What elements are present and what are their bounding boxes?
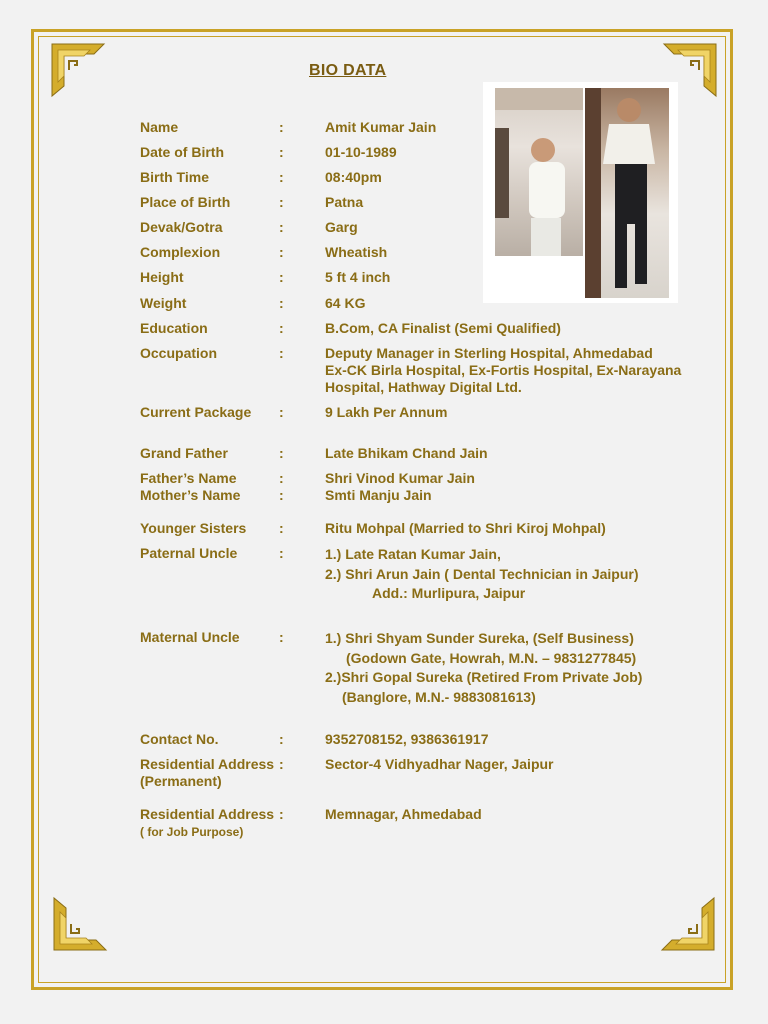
profile-photo-left — [495, 88, 583, 256]
bio-row-label-text: Residential Address — [140, 806, 275, 822]
bio-row-label — [140, 545, 280, 562]
bio-row-label-text: Weight — [140, 295, 187, 311]
corner-ornament-bottom-right — [660, 896, 716, 952]
bio-row-label-text: Occupation — [140, 345, 218, 361]
bio-row-label-sub: (Permanent) — [140, 773, 222, 789]
bio-row-label — [140, 295, 280, 312]
bio-row-colon: : — [279, 470, 284, 486]
bio-row-label — [140, 194, 280, 211]
bio-row-colon: : — [279, 731, 284, 747]
bio-row-label-text: Education — [140, 320, 208, 336]
bio-row-colon: : — [279, 756, 284, 772]
bio-row-label — [140, 169, 280, 186]
bio-row-label-text: Grand Father — [140, 445, 228, 461]
bio-row-colon: : — [279, 269, 284, 285]
bio-row-value: 08:40pm — [325, 169, 382, 185]
bio-row-value: 64 KG — [325, 295, 366, 311]
bio-row-label — [140, 269, 280, 286]
bio-row-value: Sector-4 Vidhyadhar Nager, Jaipur — [325, 756, 554, 772]
bio-row-label-text: Current Package — [140, 404, 252, 420]
bio-row-value-line: 1.) Shri Shyam Sunder Sureka, (Self Business) — [325, 630, 634, 646]
bio-row-colon: : — [279, 629, 284, 645]
bio-row-label-text: Paternal Uncle — [140, 545, 238, 561]
bio-row-label-text: Birth Time — [140, 169, 209, 185]
bio-row-label-text: Residential Address — [140, 756, 275, 772]
bio-row-colon: : — [279, 520, 284, 536]
corner-ornament-top-left — [50, 42, 106, 98]
bio-row-value — [325, 629, 642, 707]
bio-row-label — [140, 345, 280, 362]
bio-row-value: Memnagar, Ahmedabad — [325, 806, 482, 822]
bio-row-value — [325, 345, 681, 396]
bio-row-colon: : — [279, 194, 284, 210]
bio-row-label — [140, 470, 280, 487]
bio-row-value-line: 2.) Shri Arun Jain ( Dental Technician in Jaipur) — [325, 565, 639, 582]
bio-row-label-text: Place of Birth — [140, 194, 231, 210]
bio-row-label — [140, 629, 280, 646]
bio-row-colon: : — [279, 119, 284, 135]
bio-row-value: Garg — [325, 219, 358, 235]
bio-row-label-text: Mother’s Name — [140, 487, 241, 503]
bio-row-label-text: Devak/Gotra — [140, 219, 223, 235]
bio-row-label-text: Contact No. — [140, 731, 219, 747]
bio-row-value-line: 2.)Shri Gopal Sureka (Retired From Private Job) — [325, 669, 643, 685]
bio-row-label-text: Complexion — [140, 244, 221, 260]
bio-row-label — [140, 144, 280, 161]
bio-row-colon: : — [279, 345, 284, 361]
page-title: BIO DATA — [309, 62, 387, 79]
bio-row-label — [140, 219, 280, 236]
corner-ornament-bottom-left — [52, 896, 108, 952]
bio-row-colon: : — [279, 320, 284, 336]
bio-row-label-text: Father’s Name — [140, 470, 237, 486]
bio-row-colon: : — [279, 487, 284, 503]
bio-row-value: B.Com, CA Finalist (Semi Qualified) — [325, 320, 561, 336]
bio-row-colon: : — [279, 219, 284, 235]
bio-row-colon: : — [279, 806, 284, 822]
bio-row-value: Ritu Mohpal (Married to Shri Kiroj Mohpal) — [325, 520, 606, 536]
bio-row-value: 9352708152, 9386361917 — [325, 731, 489, 747]
bio-row-label — [140, 731, 280, 748]
bio-row-value: Shri Vinod Kumar Jain — [325, 470, 475, 486]
bio-row-colon: : — [279, 545, 284, 561]
bio-row-value: 9 Lakh Per Annum — [325, 404, 448, 420]
bio-row-value: Amit Kumar Jain — [325, 119, 437, 135]
bio-row-value-line: (Godown Gate, Howrah, M.N. – 9831277845) — [346, 649, 637, 666]
bio-row-colon: : — [279, 244, 284, 260]
bio-row-label-text: Name — [140, 119, 179, 135]
bio-row-colon: : — [279, 445, 284, 461]
bio-row-value-line: Add.: Murlipura, Jaipur — [372, 585, 526, 601]
bio-row-colon: : — [279, 404, 284, 420]
bio-row-label — [140, 320, 280, 337]
bio-row-label — [140, 487, 280, 504]
bio-row-label-text: Younger Sisters — [140, 520, 247, 536]
bio-row-value-line: 1.) Late Ratan Kumar Jain, — [325, 546, 501, 562]
bio-row-value-line: Hospital, Hathway Digital Ltd. — [325, 379, 522, 395]
bio-row-label — [140, 404, 280, 421]
bio-row-value: Wheatish — [325, 244, 388, 260]
profile-photo — [483, 82, 678, 303]
bio-row-colon: : — [279, 144, 284, 160]
bio-row-label-text: Height — [140, 269, 184, 285]
bio-row-value-line: Deputy Manager in Sterling Hospital, Ahmedabad — [325, 345, 653, 361]
bio-row-value: 5 ft 4 inch — [325, 269, 391, 285]
bio-row-value-line: Ex-CK Birla Hospital, Ex-Fortis Hospital, Ex-Narayana — [325, 362, 682, 378]
bio-row-label — [140, 119, 280, 136]
bio-row-value-line: (Banglore, M.N.- 9883081613) — [342, 688, 536, 705]
bio-row-label — [140, 244, 280, 261]
bio-row-value — [325, 545, 639, 604]
bio-row-label — [140, 520, 280, 537]
bio-row-value: Smti Manju Jain — [325, 487, 432, 503]
bio-row-label — [140, 756, 280, 790]
profile-photo-right — [585, 88, 669, 298]
bio-row-label-text: Maternal Uncle — [140, 629, 240, 645]
bio-row-label — [140, 806, 280, 841]
bio-row-colon: : — [279, 169, 284, 185]
bio-row-value: Late Bhikam Chand Jain — [325, 445, 488, 461]
bio-row-label-sub: ( for Job Purpose) — [140, 825, 244, 839]
bio-row-label-text: Date of Birth — [140, 144, 224, 160]
bio-row-value: Patna — [325, 194, 364, 210]
bio-row-value: 01-10-1989 — [325, 144, 397, 160]
bio-row-colon: : — [279, 295, 284, 311]
bio-row-label — [140, 445, 280, 462]
